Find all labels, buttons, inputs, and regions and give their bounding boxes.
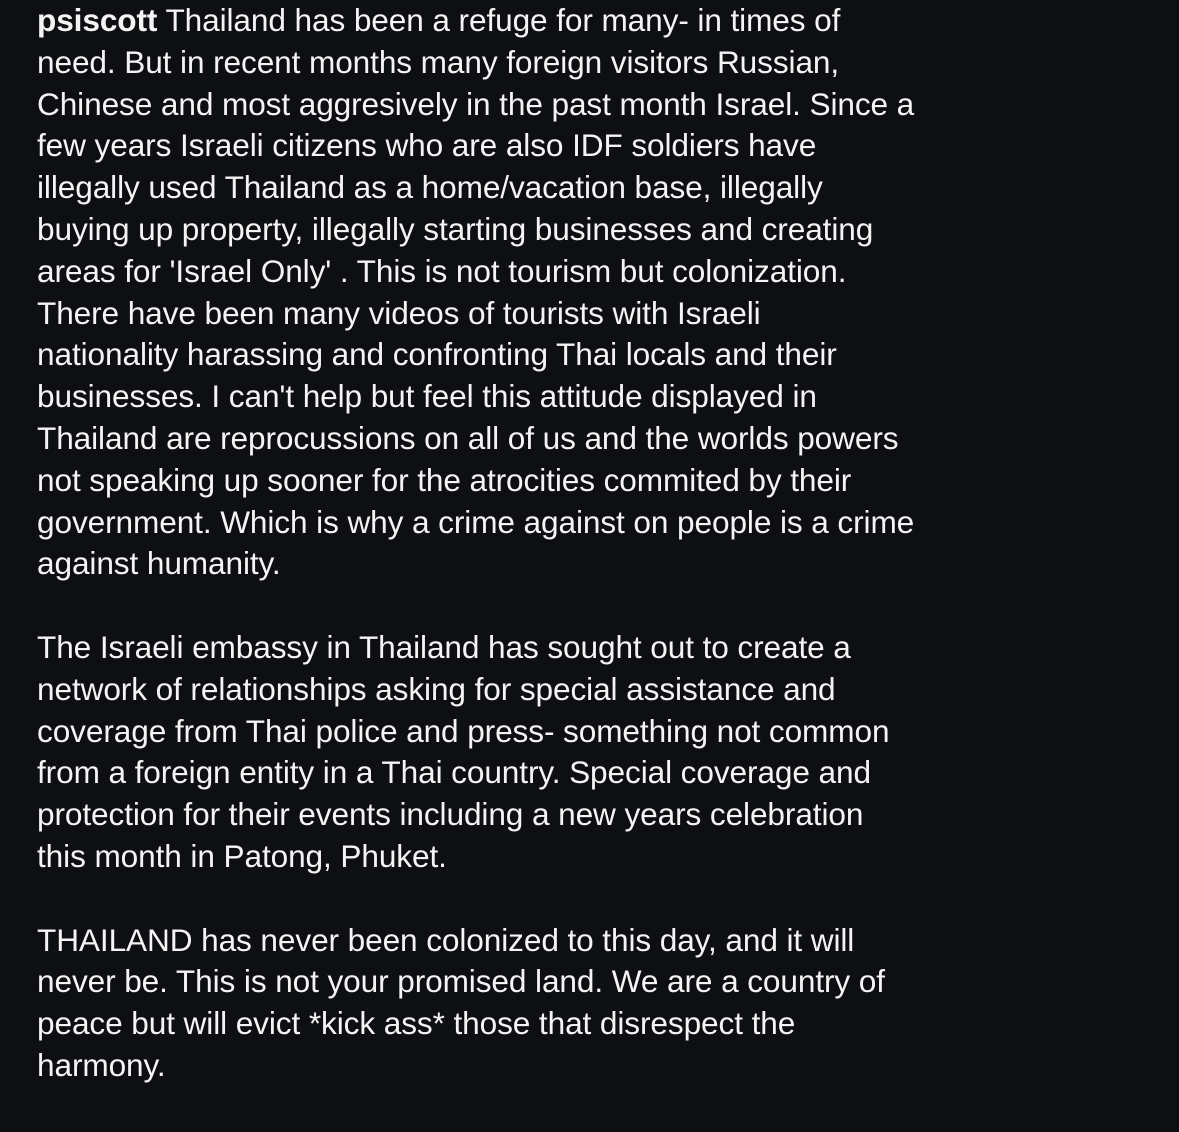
caption-text-1: Thailand has been a refuge for many- in times of need. But in recent months many foreign visitors Russian, Chinese and most aggresively in the past month Israel. Since a few years Israeli citizens who are also IDF soldiers have illegally used Thailand as a home/vacation base, illegally buying up property, illegally starting businesses and creating areas for 'Israel Only' . This is not tourism but colonization. There have been many videos of tourists with Israeli nationality harassing and confronting Thai locals and their businesses. I can't help but feel this attitude displayed in Thailand are reprocussions on all of us and the worlds powers not speaking up sooner for the atrocities commited by their government. Which is why a crime against on people is a crime against humanity.: [37, 2, 915, 582]
caption-paragraph-2: The Israeli embassy in Thailand has sought out to create a network of relationships asking for special assistance and coverage from Thai police and press- something not common from a foreign entity in a Thai country. Special coverage and protection for their events including a new years celebration this month in Patong, Phuket.: [37, 628, 890, 874]
username-link[interactable]: psiscott: [37, 2, 158, 38]
post-caption: [37, 0, 1157, 1087]
caption-paragraph-1: [37, 0, 1157, 585]
caption-paragraph-3: THAILAND has never been colonized to this day, and it will never be. This is not your promised land. We are a country of peace but will evict *kick ass* those that disrespect the harmony.: [37, 921, 885, 1083]
